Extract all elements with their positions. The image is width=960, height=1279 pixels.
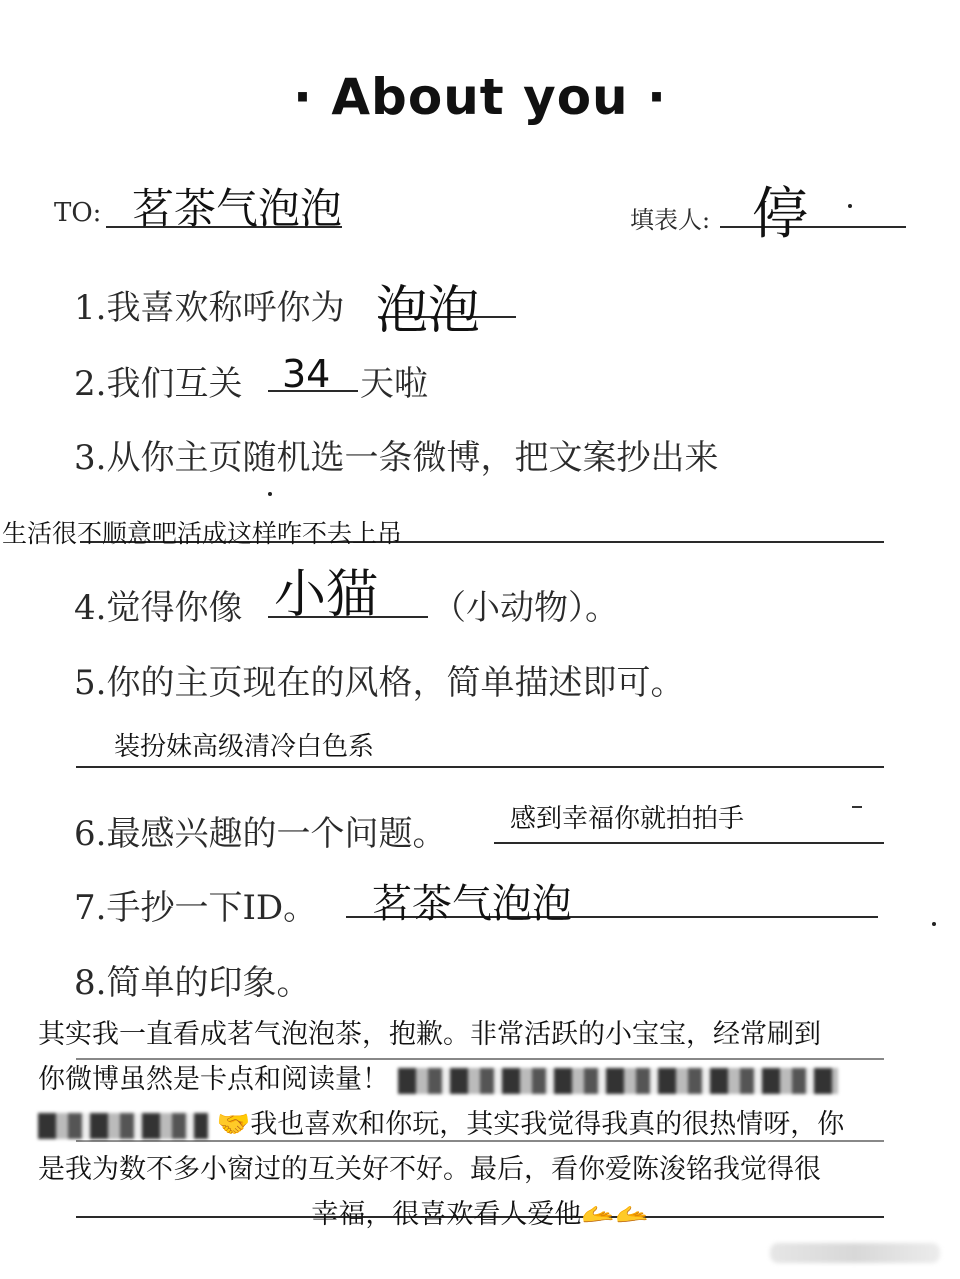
redacted-mosaic-2 [38,1113,208,1139]
q3-answer: 生活很不顺意吧活成这样咋不去上吊 [2,519,403,548]
impression-line-4: 是我为数不多小窗过的互关好不好。最后，看你爱陈浚铭我觉得很 [38,1154,821,1185]
q7-number: 7. [74,888,107,928]
q2-number: 2. [74,364,107,404]
question-8 [74,955,310,1004]
stray-dash [852,806,862,808]
q2-answer: 34 [282,352,331,396]
question-6 [74,806,446,855]
redacted-mosaic [398,1068,838,1094]
impression-line-3 [38,1102,922,1147]
q8-prompt: 简单的印象。 [106,963,311,1003]
question-4 [74,580,242,629]
filler-value: 停 [752,182,808,247]
q6-number: 6. [74,814,107,854]
to-value: 茗茶气泡泡 [132,184,343,233]
q5-underline [76,766,884,768]
q2-prompt-pre: 我们互关 [106,364,243,404]
impression-line-3-text: 我也喜欢和你玩，其实我觉得我真的很热情呀，你 [250,1109,845,1140]
impression-line-5 [38,1192,922,1237]
q8-number: 8. [74,963,107,1003]
q6-answer: 感到幸福你就拍拍手 [510,804,745,834]
q7-answer: 茗茶气泡泡 [372,881,572,927]
stray-dot [848,204,852,208]
q4-number: 4. [74,588,107,628]
q5-number: 5. [74,663,107,703]
open-hands-icon: 🫴🫴 [581,1199,649,1230]
question-2 [74,356,242,405]
page-title: · About you · [292,68,668,126]
q4-prompt-pre: 觉得你像 [106,588,243,628]
stray-dot-3 [932,922,936,926]
watermark [770,1243,940,1263]
q4-prompt-post: （小动物）。 [432,588,619,628]
q2-prompt-post: 天啦 [360,364,428,404]
q3-prompt: 从你主页随机选一条微博，把文案抄出来 [106,438,719,478]
impression-line-2-text: 你微博虽然是卡点和阅读量！ [38,1064,389,1095]
q4-answer: 小猫 [274,565,379,625]
q7-prompt: 手抄一下ID。 [106,888,318,928]
impression-line-2 [38,1057,922,1102]
q6-underline [494,842,884,844]
stray-dot-2 [268,492,272,496]
impression-line-5-text: 幸福，很喜欢看人爱他 [311,1199,582,1230]
filler-label: 填表人: [630,206,711,234]
handshake-icon: 🤝 [216,1109,251,1140]
q5-answer: 装扮妹高级清冷白色系 [114,732,375,762]
question-3 [74,430,718,479]
impression-text [38,1012,922,1237]
q1-answer: 泡泡 [376,281,481,341]
q6-prompt: 最感兴趣的一个问题。 [106,814,447,854]
question-5 [74,655,684,704]
question-7 [74,880,317,929]
impression-line-1: 其实我一直看成茗气泡泡茶，抱歉。非常活跃的小宝宝，经常刷到 [38,1019,821,1050]
to-label: TO: [54,198,102,228]
q1-number: 1. [74,288,107,328]
question-1 [74,280,344,329]
filler-underline [720,226,906,228]
q5-prompt: 你的主页现在的风格，简单描述即可。 [106,663,685,703]
q1-prompt: 我喜欢称呼你为 [106,288,345,328]
q3-number: 3. [74,438,107,478]
